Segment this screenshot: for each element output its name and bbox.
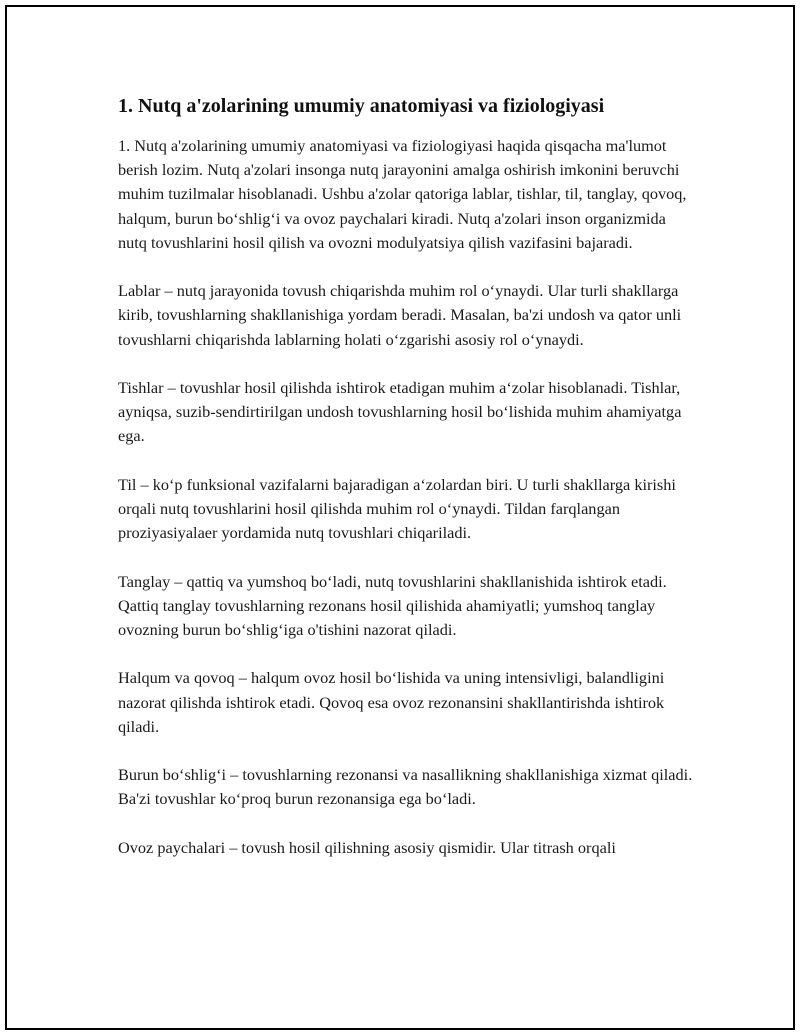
paragraph-palate: Tanglay – qattiq va yumshoq bo‘ladi, nutq tovushlarini shakllanishida ishtirok etadi. Qattiq tanglay tovushlarning rezonans hosil qilishida ahamiyatli; yumshoq tanglay ovozning burun bo‘shlig‘iga o'tishini nazorat qiladi. [118, 571, 667, 639]
document-body [118, 92, 693, 860]
paragraph-nasal-cavity: Burun bo‘shlig‘i – tovushlarning rezonansi va nasallikning shakllanishiga xizmat qiladi. Ba'zi tovushlar ko‘proq burun rezonansiga ega bo‘ladi. [118, 765, 693, 809]
paragraph-lips: Lablar – nutq jarayonida tovush chiqarishda muhim rol o‘ynaydi. Ular turli shakllarga kirib, tovushlarning shakllanishiga yordam beradi. Masalan, ba'zi undosh va qator unli tovushlarni chiqarishda lablarning holati o‘zgarishi asosiy rol o‘ynaydi. [118, 281, 682, 349]
document-heading: 1. Nutq a'zolarining umumiy anatomiyasi va fiziologiyasi [118, 95, 605, 117]
paragraph-tongue: Til – ko‘p funksional vazifalarni bajaradigan a‘zolardan biri. U turli shakllarga kirishi orqali nutq tovushlarini hosil qilishda muhim rol o‘ynaydi. Tildan farqlangan proziyasiyalaer yordamida nutq tovushlari chiqariladi. [118, 474, 676, 543]
paragraph-larynx: Halqum va qovoq – halqum ovoz hosil bo‘lishida va uning intensivligi, balandligini nazorat qilishda ishtirok etadi. Qovoq esa ovoz rezonansini shakllantirishda ishtirok qiladi. [118, 668, 665, 736]
paragraph-vocal-cords: Ovoz paychalari – tovush hosil qilishning asosiy qismidir. Ular titrash orqali [118, 837, 616, 857]
paragraph-teeth: Tishlar – tovushlar hosil qilishda ishtirok etadigan muhim a‘zolar hisoblanadi. Tishlar, ayniqsa, suzib-sendirtirilgan undosh tovushlarning hosil bo‘lishida muhim ahamiyatga ega. [118, 378, 682, 446]
paragraph-intro: 1. Nutq a'zolarining umumiy anatomiyasi va fiziologiyasi haqida qisqacha ma'lumot berish lozim. Nutq a'zolari insonga nutq jarayonini amalga oshirish imkonini beruvchi muhim tuzilmalar hisoblanadi. Ushbu a'zolar qatoriga lablar, tishlar, til, tanglay, qovoq, halqum, burun bo‘shlig‘i va ovoz paychalari kiradi. Nutq a'zolari inson organizmida nutq tovushlarini hosil qilish va ovozni modulyatsiya qilish vazifasini bajaradi. [118, 136, 687, 252]
